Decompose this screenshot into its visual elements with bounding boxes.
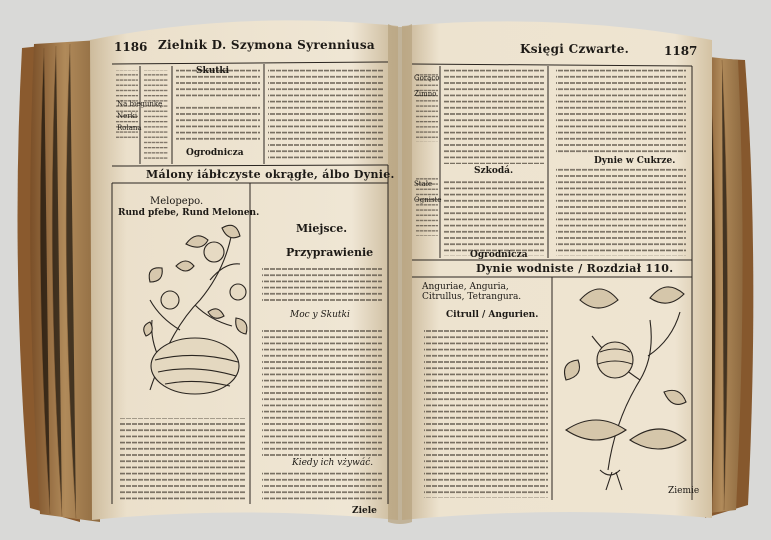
- right-margin-note-4: Ogniste: [414, 196, 442, 204]
- left-german-name: Rund pfebe, Rund Melonen.: [118, 208, 260, 218]
- left-latin-name: Melopepo.: [150, 196, 204, 207]
- right-catchword: Ziemie: [668, 486, 700, 496]
- right-margin-note-3: Stałe: [414, 180, 433, 188]
- right-german-name: Citrull / Angurien.: [446, 310, 539, 320]
- left-chapter-heading: Málony iábłczyste okrągłe, álbo Dynie.: [146, 168, 395, 181]
- left-top-column-heading: Skutki: [196, 66, 230, 76]
- left-catchword: Ziele: [352, 506, 377, 516]
- left-margin-note-1: Na biegunkę: [117, 100, 163, 108]
- right-latin-name: Anguriae, Anguria, Citrullus, Tetrangura.: [422, 282, 522, 302]
- right-margin-note-2: Zimno: [414, 90, 437, 98]
- left-margin-note-2: Nerki: [117, 112, 138, 120]
- gutter: [388, 24, 412, 524]
- right-side-heading: Ogrodnicza: [470, 250, 528, 260]
- left-section-place: Miejsce.: [296, 222, 348, 235]
- left-section-virtue: Moc y Skutki: [290, 310, 350, 320]
- right-page-number: 1187: [664, 44, 698, 58]
- right-column-heading: Dynie w Cukrze.: [594, 156, 676, 166]
- right-margin-note-1: Gorąco: [414, 74, 440, 82]
- left-page-number: 1186: [114, 40, 148, 54]
- left-margin-note-3: Rolana: [117, 124, 142, 132]
- left-side-heading: Ogrodnicza: [186, 148, 244, 158]
- left-section-preparation: Przyprawienie: [286, 246, 374, 259]
- left-section-use: Kiedy ich vżywáć.: [292, 458, 374, 468]
- right-chapter-heading: Dynie wodniste / Rozdział 110.: [476, 262, 674, 275]
- left-running-head: Zielnik D. Szymona Syrenniusa: [158, 38, 376, 52]
- right-running-head: Księgi Czwarte.: [520, 42, 630, 56]
- right-top-column-heading: Szkodá.: [474, 166, 514, 176]
